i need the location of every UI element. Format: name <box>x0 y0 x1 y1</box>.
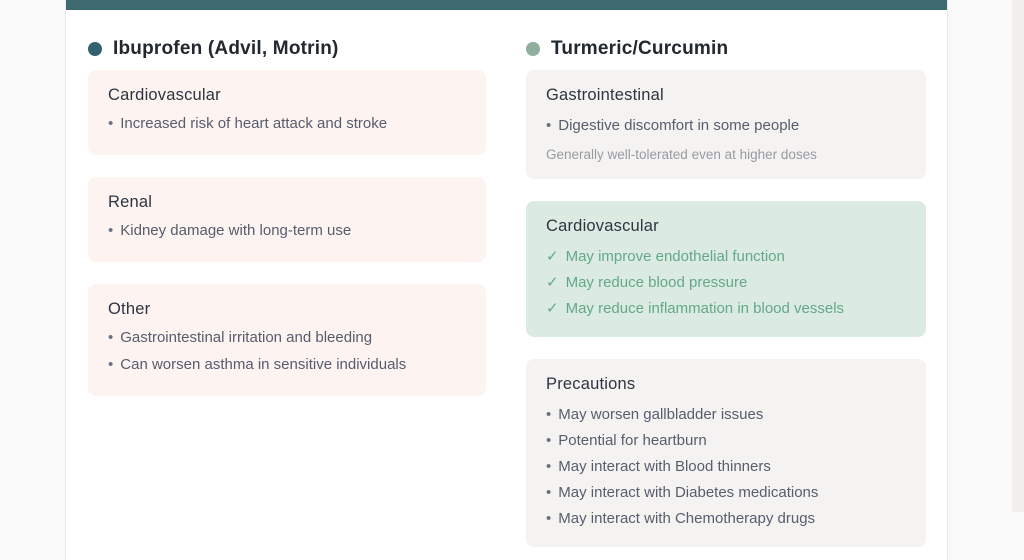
card-title: Precautions <box>546 375 636 393</box>
bullet-text: Potential for heartburn <box>558 432 707 449</box>
bullet-text: Can worsen asthma in sensitive individuals <box>120 356 407 373</box>
card-list <box>88 70 486 396</box>
bullet-text: Increased risk of heart attack and stroke <box>120 115 388 132</box>
comparison-columns <box>66 10 947 547</box>
category-card <box>526 70 926 179</box>
legend-dot-icon <box>526 42 540 56</box>
benefit-text: May improve endothelial function <box>565 248 785 265</box>
bullet-icon: • <box>108 115 114 132</box>
bullet-item <box>546 402 906 428</box>
bullet-item <box>546 454 906 480</box>
comparison-page-card <box>65 0 948 560</box>
card-note: Generally well-tolerated even at higher doses <box>546 147 817 162</box>
category-card <box>526 201 926 337</box>
card-title: Other <box>108 300 151 318</box>
category-card <box>88 284 486 396</box>
card-title: Gastrointestinal <box>546 86 664 104</box>
bullet-icon: • <box>546 406 552 423</box>
bullet-item <box>546 113 906 139</box>
category-card <box>88 177 486 262</box>
bullet-text: May interact with Blood thinners <box>558 458 771 475</box>
bullet-text: May interact with Chemotherapy drugs <box>558 510 816 527</box>
column-turmeric <box>526 38 926 547</box>
bullet-item <box>108 327 466 348</box>
bullet-text: May interact with Diabetes medications <box>558 484 819 501</box>
bullet-icon: • <box>108 222 114 239</box>
column-header <box>88 38 486 60</box>
bullet-item <box>108 113 466 134</box>
benefit-text: May reduce blood pressure <box>565 274 748 291</box>
bullet-icon: • <box>546 117 552 134</box>
benefit-item <box>546 244 906 270</box>
category-card <box>88 70 486 155</box>
check-icon: ✓ <box>546 274 559 291</box>
benefit-item <box>546 296 906 322</box>
card-list <box>526 70 926 547</box>
card-title: Cardiovascular <box>546 217 659 235</box>
check-icon: ✓ <box>546 300 559 317</box>
bullet-text: Kidney damage with long-term use <box>120 222 352 239</box>
bullet-text: May worsen gallbladder issues <box>558 406 764 423</box>
bullet-icon: • <box>546 510 552 527</box>
bullet-icon: • <box>108 329 114 346</box>
column-ibuprofen <box>88 38 486 547</box>
bullet-item <box>546 480 906 506</box>
bullet-text: Gastrointestinal irritation and bleeding <box>120 329 373 346</box>
benefit-item <box>546 270 906 296</box>
bullet-item <box>546 506 906 532</box>
legend-dot-icon <box>88 42 102 56</box>
card-title: Cardiovascular <box>108 86 221 104</box>
bullet-text: Digestive discomfort in some people <box>558 117 800 134</box>
top-accent-bar <box>66 0 947 10</box>
vertical-scrollbar[interactable] <box>1012 0 1024 512</box>
bullet-icon: • <box>546 458 552 475</box>
bullet-icon: • <box>546 484 552 501</box>
category-card <box>526 359 926 547</box>
bullet-item <box>546 428 906 454</box>
bullet-icon: • <box>546 432 552 449</box>
column-title: Turmeric/Curcumin <box>551 38 729 59</box>
card-title: Renal <box>108 193 153 211</box>
bullet-icon: • <box>108 356 114 373</box>
column-header <box>526 38 926 60</box>
benefit-text: May reduce inflammation in blood vessels <box>565 300 845 317</box>
bullet-item <box>108 354 466 375</box>
check-icon: ✓ <box>546 248 559 265</box>
column-title: Ibuprofen (Advil, Motrin) <box>113 38 339 59</box>
bullet-item <box>108 220 466 241</box>
